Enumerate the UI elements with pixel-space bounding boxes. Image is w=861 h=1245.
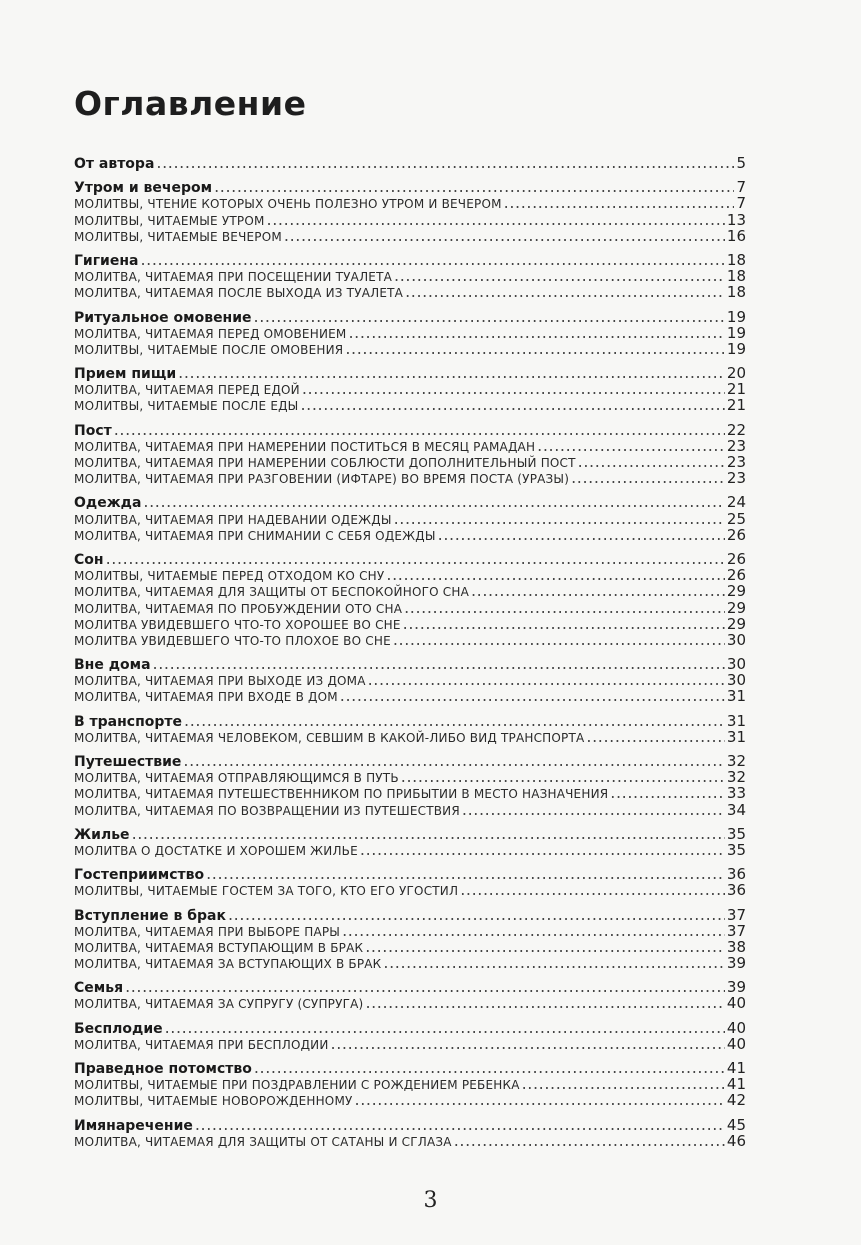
dot-leader (132, 826, 725, 842)
toc-section (74, 422, 746, 487)
dot-leader (300, 397, 724, 413)
toc-entry-page: 34 (726, 800, 746, 819)
toc-entry-label: МОЛИТВА, ЧИТАЕМАЯ ОТПРАВЛЯЮЩИМСЯ В ПУТЬ (74, 771, 399, 786)
toc-entry-page: 18 (726, 267, 746, 286)
toc-entry-label: МОЛИТВА, ЧИТАЕМАЯ ПРИ ВХОДЕ В ДОМ (74, 690, 338, 705)
toc-section (74, 826, 746, 858)
toc-entry[interactable] (74, 438, 746, 454)
toc-entry-page: 33 (726, 784, 746, 803)
dot-leader (355, 1092, 725, 1108)
toc-section (74, 866, 746, 898)
toc-entry[interactable] (74, 769, 746, 785)
toc-entry-page: 31 (726, 687, 746, 706)
toc-entry-label: МОЛИТВА, ЧИТАЕМАЯ ПЕРЕД ОМОВЕНИЕМ (74, 326, 347, 341)
toc-section-heading-label: Вне дома (74, 657, 151, 674)
toc-section (74, 155, 746, 171)
toc-section (74, 1060, 746, 1109)
dot-leader (504, 195, 735, 211)
toc-entry[interactable] (74, 729, 746, 745)
toc-entry[interactable] (74, 325, 746, 341)
toc-entry-page: 23 (726, 436, 746, 455)
toc-entry-label: МОЛИТВА, ЧИТАЕМАЯ ПРИ СНИМАНИИ С СЕБЯ ОДЕЖДЫ (74, 528, 436, 543)
toc-entry[interactable] (74, 785, 746, 801)
toc-entry[interactable] (74, 381, 746, 397)
toc-entry-page: 40 (726, 994, 746, 1013)
toc-entry[interactable] (74, 567, 746, 583)
toc-entry-page: 21 (726, 380, 746, 399)
toc-entry[interactable] (74, 923, 746, 939)
toc-entry-page: 25 (726, 509, 746, 528)
dot-leader (125, 979, 725, 995)
toc-section (74, 494, 746, 543)
toc-section-heading-label: Жилье (74, 826, 130, 843)
toc-entry[interactable] (74, 527, 746, 543)
toc-section-heading[interactable] (74, 1020, 746, 1036)
dot-leader (156, 155, 734, 171)
toc-entry-page: 46 (726, 1131, 746, 1150)
toc-entry-page: 23 (726, 469, 746, 488)
toc-entry[interactable] (74, 842, 746, 858)
dot-leader (114, 422, 725, 438)
toc-entry-page: 16 (726, 226, 746, 245)
dot-leader (393, 632, 725, 648)
toc-section-heading[interactable] (74, 309, 746, 325)
toc-entry[interactable] (74, 995, 746, 1011)
toc-section-heading[interactable] (74, 1060, 746, 1076)
toc-section-heading-page: 31 (726, 711, 746, 730)
dot-leader (284, 228, 725, 244)
toc-section-heading-label: Вступление в брак (74, 907, 226, 924)
toc-entry-page: 37 (726, 921, 746, 940)
toc-entry-label: МОЛИТВЫ, ЧТЕНИЕ КОТОРЫХ ОЧЕНЬ ПОЛЕЗНО УТРОМ И ВЕЧЕРОМ (74, 197, 502, 212)
toc-entry-page: 42 (726, 1091, 746, 1110)
toc-section-heading[interactable] (74, 656, 746, 672)
dot-leader (368, 672, 725, 688)
toc-section (74, 753, 746, 818)
toc-entry-page: 30 (726, 671, 746, 690)
toc-section-heading-label: Гигиена (74, 252, 139, 269)
dot-leader (153, 656, 725, 672)
toc-section-heading[interactable] (74, 179, 746, 195)
toc-entry-page: 7 (736, 194, 746, 213)
dot-leader (195, 1117, 725, 1133)
toc-section-heading[interactable] (74, 252, 746, 268)
dot-leader (365, 995, 724, 1011)
toc-section (74, 713, 746, 745)
toc-entry-label: МОЛИТВА, ЧИТАЕМАЯ ПРИ НАДЕВАНИИ ОДЕЖДЫ (74, 512, 392, 527)
toc-section-heading-page: 22 (726, 420, 746, 439)
toc-entry-label: МОЛИТВА, ЧИТАЕМАЯ ПРИ БЕСПЛОДИИ (74, 1037, 329, 1052)
toc-entry-page: 23 (726, 453, 746, 471)
dot-leader (183, 753, 725, 769)
toc-entry[interactable] (74, 600, 746, 616)
dot-leader (438, 527, 725, 543)
dot-leader (331, 1036, 725, 1052)
toc-section-heading-label: Бесплодие (74, 1020, 163, 1037)
toc-entry[interactable] (74, 1036, 746, 1052)
toc-entry-label: МОЛИТВЫ, ЧИТАЕМЫЕ ПОСЛЕ ЕДЫ (74, 399, 299, 414)
toc-entry-label: МОЛИТВА, ЧИТАЕМАЯ ВСТУПАЮЩИМ В БРАК (74, 940, 364, 955)
toc-entry[interactable] (74, 955, 746, 971)
toc-section-heading-label: Прием пищи (74, 366, 177, 383)
toc-entry[interactable] (74, 470, 746, 486)
toc-section (74, 551, 746, 648)
toc-section-heading-page: 20 (726, 364, 746, 383)
toc-entry-label: МОЛИТВЫ, ЧИТАЕМЫЕ ПЕРЕД ОТХОДОМ КО СНУ (74, 569, 385, 584)
toc-entry-label: МОЛИТВА, ЧИТАЕМАЯ ПО ПРОБУЖДЕНИИ ОТО СНА (74, 601, 403, 616)
dot-leader (342, 923, 725, 939)
toc-entry-label: МОЛИТВЫ, ЧИТАЕМЫЕ ВЕЧЕРОМ (74, 229, 282, 244)
dot-leader (345, 341, 725, 357)
toc-section-heading-label: Ритуальное омовение (74, 309, 252, 326)
dot-leader (578, 454, 725, 470)
toc-section-heading-page: 41 (726, 1059, 746, 1077)
dot-leader (254, 309, 725, 325)
toc-section (74, 179, 746, 244)
toc-entry[interactable] (74, 228, 746, 244)
toc-entry[interactable] (74, 284, 746, 300)
toc-section (74, 907, 746, 972)
toc-section-heading-label: Семья (74, 980, 124, 997)
dot-leader (165, 1020, 725, 1036)
toc-entry[interactable] (74, 688, 746, 704)
dot-leader (471, 583, 725, 599)
dot-leader (537, 438, 725, 454)
toc-entry[interactable] (74, 341, 746, 357)
toc-entry-label: МОЛИТВЫ, ЧИТАЕМЫЕ ГОСТЕМ ЗА ТОГО, КТО ЕГО УГОСТИЛ (74, 884, 459, 899)
toc-section-heading-page: 32 (726, 752, 746, 770)
toc-entry[interactable] (74, 802, 746, 818)
dot-leader (610, 785, 725, 801)
toc-section-heading[interactable] (74, 713, 746, 729)
toc-section-heading-label: Гостеприимство (74, 867, 205, 884)
toc-entry-page: 29 (726, 582, 746, 601)
toc-entry-label: МОЛИТВА, ЧИТАЕМАЯ ПУТЕШЕСТВЕННИКОМ ПО ПРИБЫТИИ В МЕСТО НАЗНАЧЕНИЯ (74, 787, 609, 802)
toc-entry-label: МОЛИТВЫ, ЧИТАЕМЫЕ УТРОМ (74, 213, 265, 228)
toc-entry[interactable] (74, 212, 746, 228)
dot-leader (360, 842, 725, 858)
toc-entry-label: МОЛИТВА, ЧИТАЕМАЯ ЗА ВСТУПАЮЩИХ В БРАК (74, 957, 382, 972)
dot-leader (394, 268, 725, 284)
dot-leader (462, 802, 725, 818)
toc-entry-label: МОЛИТВА О ДОСТАТКЕ И ХОРОШЕМ ЖИЛЬЕ (74, 843, 358, 858)
toc-section-heading-page: 26 (726, 549, 746, 568)
toc-section-heading[interactable] (74, 494, 746, 510)
toc-section-heading-label: В транспорте (74, 713, 183, 730)
toc-section-heading-page: 39 (726, 978, 746, 997)
toc-entry-page: 13 (726, 210, 746, 229)
dot-leader (348, 325, 724, 341)
dot-leader (214, 179, 734, 195)
dot-leader (302, 381, 725, 397)
toc-section-heading-label: От автора (74, 156, 155, 172)
toc-section-heading[interactable] (74, 753, 746, 769)
toc-section (74, 656, 746, 705)
toc-section-heading[interactable] (74, 365, 746, 381)
toc-entry[interactable] (74, 397, 746, 413)
dot-leader (571, 470, 725, 486)
toc-section-heading[interactable] (74, 422, 746, 438)
toc-section-heading-page: 19 (726, 307, 746, 326)
toc-entry-page: 39 (726, 954, 746, 973)
toc-section-heading-label: Имянаречение (74, 1117, 193, 1134)
toc-entry-page: 26 (726, 566, 746, 585)
dot-leader (254, 1060, 725, 1076)
toc-section-heading[interactable] (74, 866, 746, 882)
toc-section-heading-page: 36 (726, 865, 746, 884)
toc-entry-label: МОЛИТВА, ЧИТАЕМАЯ ЧЕЛОВЕКОМ, СЕВШИМ В КАКОЙ-ЛИБО ВИД ТРАНСПОРТА (74, 730, 585, 745)
dot-leader (365, 939, 725, 955)
dot-leader (184, 713, 725, 729)
toc-entry[interactable] (74, 1133, 746, 1149)
toc-section-heading-page: 30 (726, 655, 746, 674)
toc-section-heading-page: 24 (726, 493, 746, 512)
toc-entry-label: МОЛИТВА, ЧИТАЕМАЯ ПРИ НАМЕРЕНИИ СОБЛЮСТИ ДОПОЛНИТЕЛЬНЫЙ ПОСТ (74, 456, 576, 470)
toc-section-heading-page: 35 (726, 824, 746, 843)
toc-section-heading-page: 18 (726, 250, 746, 269)
dot-leader (143, 494, 725, 510)
toc-section-heading-page: 37 (726, 905, 746, 924)
dot-leader (267, 212, 725, 228)
toc-entry-label: МОЛИТВА, ЧИТАЕМАЯ ПРИ ВЫБОРЕ ПАРЫ (74, 924, 341, 939)
toc-section-heading-label: Праведное потомство (74, 1061, 252, 1077)
toc-entry[interactable] (74, 632, 746, 648)
page-number: 3 (423, 1188, 438, 1213)
toc-entry[interactable] (74, 939, 746, 955)
toc-entry-page: 29 (726, 614, 746, 633)
toc-section-heading-label: Пост (74, 422, 112, 439)
toc-entry-label: МОЛИТВА, ЧИТАЕМАЯ ПО ВОЗВРАЩЕНИИ ИЗ ПУТЕШЕСТВИЯ (74, 803, 460, 818)
table-of-contents (74, 155, 746, 1157)
toc-entry[interactable] (74, 195, 746, 211)
toc-section-heading-label: Сон (74, 551, 104, 568)
toc-entry-label: МОЛИТВА, ЧИТАЕМАЯ ПРИ ПОСЕЩЕНИИ ТУАЛЕТА (74, 270, 393, 285)
dot-leader (405, 284, 725, 300)
toc-section-heading-label: Одежда (74, 495, 142, 512)
toc-entry-label: МОЛИТВА, ЧИТАЕМАЯ ПРИ НАМЕРЕНИИ ПОСТИТЬСЯ В МЕСЯЦ РАМАДАН (74, 439, 536, 454)
toc-section-heading-label: Путешествие (74, 754, 182, 770)
toc-entry-page: 40 (726, 1034, 746, 1053)
toc-section-heading-page: 7 (736, 178, 746, 197)
dot-leader (140, 252, 724, 268)
toc-entry[interactable] (74, 616, 746, 632)
toc-entry-label: МОЛИТВЫ, ЧИТАЕМЫЕ ПОСЛЕ ОМОВЕНИЯ (74, 342, 344, 357)
dot-leader (460, 882, 725, 898)
toc-entry-label: МОЛИТВА, ЧИТАЕМАЯ ПОСЛЕ ВЫХОДА ИЗ ТУАЛЕТА (74, 286, 404, 301)
toc-entry-label: МОЛИТВА, ЧИТАЕМАЯ ПРИ РАЗГОВЕНИИ (ИФТАРЕ) ВО ВРЕМЯ ПОСТА (УРАЗЫ) (74, 472, 570, 487)
toc-entry[interactable] (74, 1076, 746, 1092)
toc-section-heading[interactable] (74, 155, 746, 171)
toc-entry[interactable] (74, 454, 746, 470)
toc-entry[interactable] (74, 583, 746, 599)
dot-leader (454, 1133, 725, 1149)
toc-section (74, 365, 746, 414)
toc-entry[interactable] (74, 882, 746, 898)
toc-entry-page: 29 (726, 598, 746, 617)
toc-entry-page: 36 (726, 881, 746, 900)
toc-entry-label: МОЛИТВА, ЧИТАЕМАЯ ДЛЯ ЗАЩИТЫ ОТ БЕСПОКОЙНОГО СНА (74, 585, 469, 600)
toc-section-heading[interactable] (74, 826, 746, 842)
toc-entry-page: 35 (726, 840, 746, 859)
toc-section-heading[interactable] (74, 979, 746, 995)
dot-leader (228, 907, 725, 923)
toc-entry-label: МОЛИТВА УВИДЕВШЕГО ЧТО-ТО ПЛОХОЕ ВО СНЕ (74, 633, 391, 648)
toc-entry-label: МОЛИТВА, ЧИТАЕМАЯ ДЛЯ ЗАЩИТЫ ОТ САТАНЫ И СГЛАЗА (74, 1134, 452, 1149)
toc-entry-page: 41 (726, 1075, 746, 1094)
toc-section-heading[interactable] (74, 551, 746, 567)
toc-entry-page: 31 (726, 727, 746, 746)
dot-leader (403, 616, 725, 632)
toc-entry-page: 26 (726, 525, 746, 544)
toc-section-heading-page: 45 (726, 1115, 746, 1134)
toc-entry-page: 21 (726, 396, 746, 415)
dot-leader (206, 866, 725, 882)
toc-entry-page: 32 (726, 768, 746, 787)
toc-entry-label: МОЛИТВА, ЧИТАЕМАЯ ПЕРЕД ЕДОЙ (74, 383, 300, 398)
dot-leader (340, 688, 725, 704)
dot-leader (522, 1076, 725, 1092)
toc-entry-page: 19 (726, 323, 746, 342)
toc-entry-label: МОЛИТВЫ, ЧИТАЕМЫЕ ПРИ ПОЗДРАВЛЕНИИ С РОЖДЕНИЕМ РЕБЕНКА (74, 1078, 520, 1093)
toc-section (74, 309, 746, 358)
toc-entry[interactable] (74, 672, 746, 688)
toc-entry-page: 30 (726, 630, 746, 649)
toc-section-heading-page: 40 (726, 1018, 746, 1037)
dot-leader (106, 551, 725, 567)
dot-leader (178, 365, 725, 381)
toc-section-heading[interactable] (74, 1117, 746, 1133)
toc-entry-label: МОЛИТВА, ЧИТАЕМАЯ ЗА СУПРУГУ (СУПРУГА) (74, 997, 364, 1012)
dot-leader (586, 729, 724, 745)
toc-section-heading-page: 5 (736, 154, 746, 172)
toc-section (74, 1020, 746, 1052)
toc-section-heading-label: Утром и вечером (74, 180, 213, 197)
toc-section-heading[interactable] (74, 907, 746, 923)
toc-section (74, 1117, 746, 1149)
dot-leader (394, 511, 725, 527)
dot-leader (401, 769, 725, 785)
toc-entry-page: 19 (726, 339, 746, 358)
toc-entry-label: МОЛИТВА, ЧИТАЕМАЯ ПРИ ВЫХОДЕ ИЗ ДОМА (74, 674, 366, 689)
toc-entry[interactable] (74, 1092, 746, 1108)
toc-entry-page: 18 (726, 283, 746, 302)
dot-leader (404, 600, 725, 616)
toc-entry-page: 38 (726, 937, 746, 956)
toc-entry[interactable] (74, 268, 746, 284)
page-title: Оглавление (74, 84, 307, 123)
dot-leader (386, 567, 725, 583)
toc-entry-label: МОЛИТВА УВИДЕВШЕГО ЧТО-ТО ХОРОШЕЕ ВО СНЕ (74, 617, 401, 632)
toc-section (74, 252, 746, 301)
toc-entry-label: МОЛИТВЫ, ЧИТАЕМЫЕ НОВОРОЖДЕННОМУ (74, 1094, 353, 1109)
dot-leader (383, 955, 725, 971)
toc-section (74, 979, 746, 1011)
toc-entry[interactable] (74, 511, 746, 527)
